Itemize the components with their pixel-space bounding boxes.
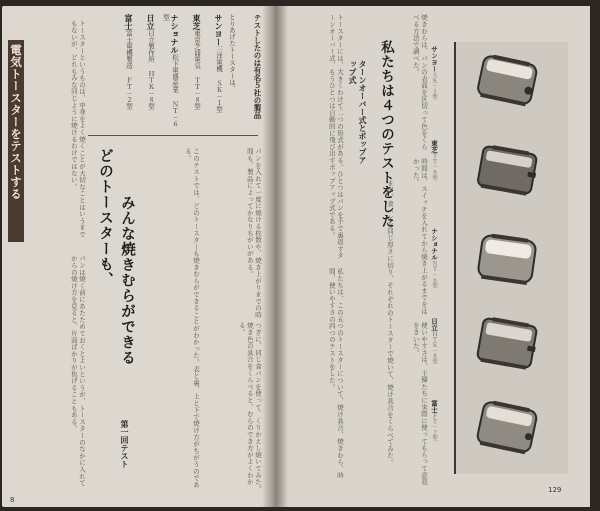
product-item (116, 14, 134, 129)
left-page-number (10, 496, 14, 504)
left-body-column-2: パンは焼く前にあたためておくとよいというが、トースターのなかに入れてからの焼け方を見ると、片面ばかりが焦げることもある。 (69, 255, 86, 487)
product-box-title: テストしたのは有名５社の製品 (253, 14, 262, 119)
left-body-column-3: このテストでは、どのトースターも焼きむらができることがわかった。表と裏、上と下で焼け方がちがうのである。 (183, 148, 200, 488)
left-headline-1: どのトースターも、 (97, 148, 114, 288)
photo-label (430, 400, 439, 470)
right-subhead: ターンオーバー式とポップアップ式 (348, 60, 368, 164)
product-box-intro: とりあげたトースターは、 (228, 14, 236, 92)
photo-label-model: ＦＴ－２型 (431, 413, 437, 441)
photo-label-brand: 東芝 (430, 140, 438, 153)
right-body-column-3: まず、食パンを同じ厚さに切り、それぞれのトースターで焼いて、焼け具合をくらべてみた。 (386, 180, 394, 466)
left-body-column-4: パンを入れて一度に焼ける枚数や、焼き上がりまでの時間も、製品によってかなりちがいがある。 (245, 148, 262, 318)
box-rule-top (88, 135, 258, 136)
right-body-column-5: 時間は、スイッチを入れてから焼き上がるまでをはかった。 (411, 158, 428, 315)
product-item (184, 14, 202, 129)
toaster-photo (470, 396, 544, 458)
toaster-photo (470, 50, 544, 112)
product-name: 日立 (146, 14, 156, 30)
photo-label-model: ＨＴＫ－８型 (431, 331, 437, 364)
product-item (138, 14, 156, 129)
right-body-column-6: 使いやすさは、主婦たちに実際に使ってもらって意見をきいた。 (411, 322, 428, 486)
left-headline-suffix: 第一回テスト (120, 420, 130, 468)
photo-label (430, 228, 439, 308)
toaster-photo (470, 228, 544, 290)
photo-label-brand: 日立 (430, 318, 438, 331)
product-detail: 日立製作所 ＨＴＫ－８型 (147, 30, 155, 110)
product-name: サンヨー (214, 14, 224, 46)
right-body-column-4: 焼きむらは、パンの表面を区切って色をくらべる方法で調べた。 (411, 14, 428, 150)
product-detail: 東京芝浦電気 ＴＴ－８型 (193, 30, 201, 110)
product-item (160, 14, 180, 129)
toaster-photo (470, 312, 544, 374)
photo-label (430, 140, 439, 220)
left-headline-2: みんな焼きむらができる (119, 195, 136, 366)
product-detail: 三洋電機 ＳＫ－１型 (215, 46, 223, 113)
photo-label-model: ＳＫ－１型 (431, 72, 437, 100)
photo-label (430, 318, 439, 388)
right-headline: 私たちは４つのテストをした (378, 40, 394, 229)
photo-label (430, 46, 439, 126)
product-name: 富士 (124, 14, 134, 30)
photo-label-model: ＴＴ－８型 (431, 153, 437, 181)
photo-label-brand: 富士 (430, 400, 438, 413)
toaster-photo (470, 140, 544, 202)
right-body-column-1: トースターには、大きくわけて二つの形式がある。ひとつはパンを手で裏返すターンオーバー式、もうひとつは自動的に飛び出すポップアップ式である。 (327, 14, 344, 259)
series-title: 電気トースターをテストする (9, 44, 23, 200)
product-item (206, 14, 224, 129)
left-page-number-text: 8 (10, 496, 15, 504)
product-name: 東芝 (192, 14, 202, 30)
right-body-column-2: 私たちは、この五つのトースターについて、焼け具合、焼きむら、時間、使いやすさの四つのテストをした。 (327, 268, 344, 479)
photo-label-brand: サンヨー (430, 46, 438, 72)
product-detail: 富士電機製造 ＦＴ－２型 (125, 30, 133, 110)
left-body-column-1: トースターというものは、中身をよく焼くことが大切なことはいうまでもないが、どれもみな同じように焼けるわけではない。 (69, 20, 86, 238)
photo-label-model: ＮＴ－６型 (431, 260, 437, 288)
product-name: ナショナル (170, 14, 180, 54)
right-page-number: 129 (548, 486, 562, 494)
product-detail: 松下電器産業 ＮＴ－６型 (162, 14, 179, 127)
photo-label-brand: ナショナル (430, 228, 438, 261)
left-body-column-5: つぎに、同じ食パンを使って、くりかえし焼いてみた。焼き色の具合をくらべると、むらのでき方がよくわかる。 (237, 322, 262, 492)
